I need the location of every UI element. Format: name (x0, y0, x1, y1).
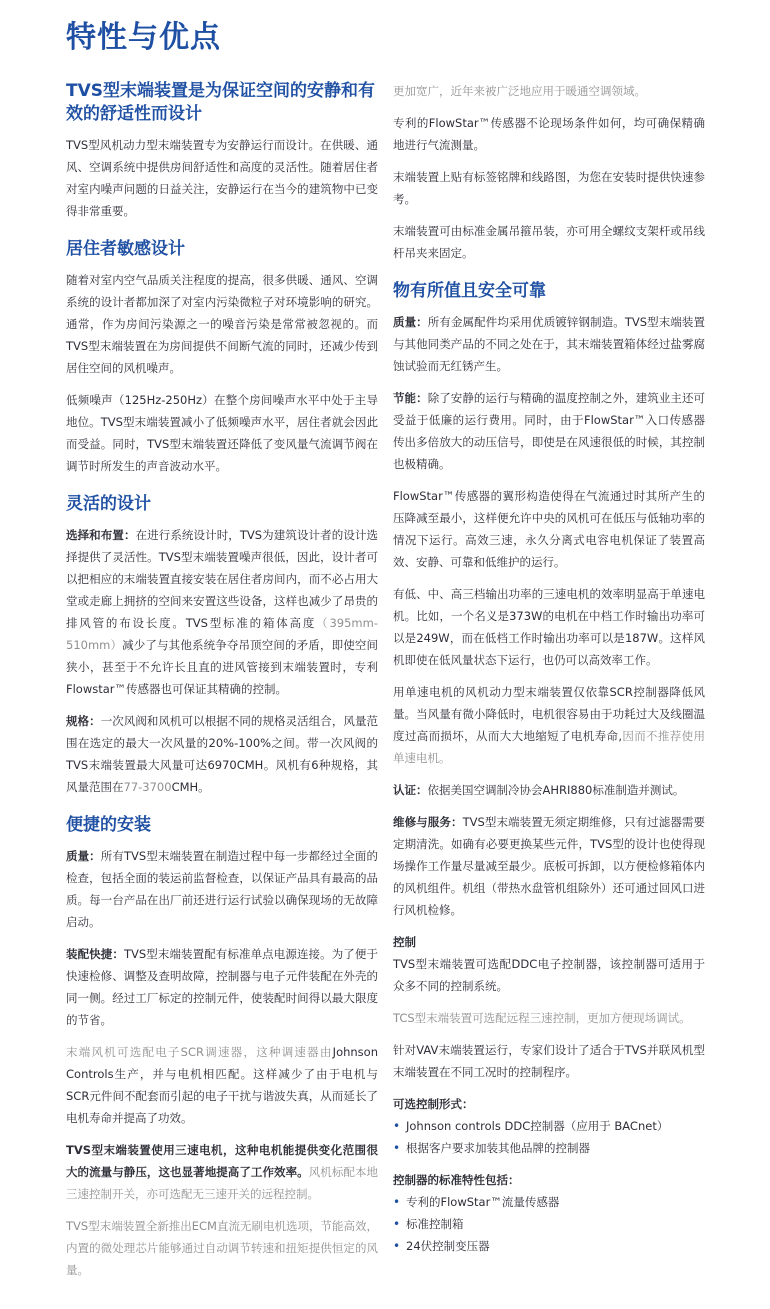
text-run: 针对VAV末端装置运行，专家们设计了适合于TVS并联风机型末端装置在不同工况时的控制程序。 (393, 1042, 705, 1079)
text-run: 末端风机可选配电子SCR调速器，这种调速器由 (66, 1044, 333, 1059)
paragraph (393, 311, 705, 377)
text-run: 77-3700 (123, 779, 172, 794)
text-run: FlowStar™传感器的翼形构造使得在气流通过时其所产生的压降减至最小，这样便允许中央的风机可在低压与低轴功率的情况下运行。高效三速，永久分离式电容电机保证了装置高效、安静、可靠和低维护的运行。 (393, 488, 705, 569)
paragraph (66, 524, 378, 700)
text-run: TVS型末端装置全新推出ECM直流无刷电机选项，节能高效，内置的微处理芯片能够通过自动调节转速和扭矩提供恒定的风量。 (66, 1218, 378, 1277)
text-run: 质量： (393, 314, 428, 329)
document-section (393, 80, 705, 264)
text-run: （395mm-510mm） (66, 615, 378, 652)
paragraph (66, 1139, 378, 1205)
text-run: TVS型末端装置可选配DDC电子控制器，该控制器可适用于众多不同的控制系统。 (393, 956, 705, 993)
text-run: 认证： (393, 782, 428, 797)
paragraph (393, 779, 705, 801)
text-run: 因而不推荐使用单速电机。 (393, 728, 705, 765)
list-label: 控制器的标准特性包括： (393, 1172, 520, 1187)
section-heading: 控制 (393, 934, 416, 949)
paragraph (393, 112, 705, 156)
text-run: TCS型末端装置可选配远程三速控制，更加方便现场调试。 (393, 1010, 691, 1025)
two-column-layout (66, 80, 706, 1291)
text-run: 末端装置上贴有标签铭牌和线路图，为您在安装时提供快速参考。 (393, 170, 705, 206)
list-item (393, 1137, 705, 1159)
list-item (393, 1191, 705, 1213)
text-run: 低频噪声（125Hz-250Hz）在整个房间噪声水平中处于主导地位。TVS型末端装置减小了低频噪声水平，居住者就会因此而受益。同时，TVS型末端装置还降低了变风量气流调节阀在调节时所发生的声音波动水平。 (66, 392, 378, 473)
bullet-list (393, 1115, 705, 1159)
section-heading: TVS型末端装置是为保证空间的安静和有效的舒适性而设计 (66, 81, 375, 124)
text-run: 有低、中、高三档输出功率的三速电机的效率明显高于单速电机。比如，一个名义是373W的电机在中档工作时输出功率可以是249W，而在低档工作时输出功率可以是187W。这样风机即使在低风量状态下运行，也仍可以高效率工作。 (393, 586, 705, 667)
document-section (66, 493, 378, 798)
paragraph (393, 485, 705, 573)
text-run: 专利的FlowStar™传感器不论现场条件如何，均可确保精确地进行气流测量。 (393, 116, 705, 152)
text-run: TVS型风机动力型末端装置专为安静运行而设计。在供暖、通风、空调系统中提供房间舒适性和高度的灵活性。随着居住者对室内噪声问题的日益关注，安静运行在当今的建筑物中已变得非常重要。 (66, 137, 378, 218)
document-section (393, 931, 705, 1083)
bullet-list-block (393, 1169, 705, 1257)
paragraph (66, 1041, 378, 1129)
text-run: 选择和布置： (66, 527, 136, 542)
document-section (66, 238, 378, 477)
paragraph (393, 166, 705, 210)
list-item-text: 专利的FlowStar™流量传感器 (406, 1194, 560, 1209)
document-section (393, 280, 705, 921)
bullet-icon: • (393, 1118, 401, 1133)
text-run: 节能： (393, 390, 428, 405)
document-section (66, 814, 378, 1281)
paragraph (393, 1007, 705, 1029)
text-run: 装配快捷： (66, 946, 124, 961)
list-item-text: Johnson controls DDC控制器（应用于 BACnet） (406, 1118, 669, 1133)
text-run: 更加宽广，近年来被广泛地应用于暖通空调领域。 (393, 84, 646, 98)
paragraph (66, 269, 378, 379)
text-run: 所有TVS型末端装置在制造过程中每一步都经过全面的检查，包括全面的装运前监督检查，以保证产品具有最高的品质。每一台产品在出厂前还进行运行试验以确保现场的无故障启动。 (66, 848, 378, 929)
text-run: CMH。 (171, 779, 210, 794)
paragraph (66, 710, 378, 798)
list-item-text: 根据客户要求加装其他品牌的控制器 (406, 1140, 590, 1155)
paragraph (393, 387, 705, 475)
bullet-icon: • (393, 1238, 401, 1253)
text-run: 用单速电机的风机动力型末端装置仅依靠SCR控制器降低风量。当风量有微小降低时，电机很容易由于功耗过大及线圈温度过高而损坏，从而大大地缩短了电机寿命, (393, 684, 705, 743)
right-column (393, 80, 705, 1267)
paragraph (393, 1039, 705, 1083)
section-heading: 灵活的设计 (66, 493, 151, 514)
paragraph (66, 389, 378, 477)
list-item (393, 1115, 705, 1137)
bullet-icon: • (393, 1194, 401, 1209)
section-heading: 居住者敏感设计 (66, 238, 185, 259)
bullet-list-block (393, 1093, 705, 1159)
list-item (393, 1213, 705, 1235)
text-run: 风机标配本地三速控制开关，亦可选配无三速开关的远程控制。 (66, 1164, 379, 1201)
text-run: 依据美国空调制冷协会AHRI880标准制造并测试。 (427, 782, 685, 797)
section-heading: 物有所值且安全可靠 (393, 281, 546, 301)
page-title: 特性与优点 (66, 20, 221, 55)
text-run: 随着对室内空气品质关注程度的提高，很多供暖、通风、空调系统的设计者都加深了对室内污染微粒子对环境影响的研究。通常，作为房间污染源之一的噪音污染是常常被忽视的。而TVS型末端装置在为房间提供不间断气流的同时，还减少传到居住空间的风机噪声。 (66, 272, 378, 375)
paragraph (393, 681, 705, 769)
paragraph (66, 943, 378, 1031)
text-run: TVS型末端装置无须定期维修，只有过滤器需要定期清洗。如确有必要更换某些元件，TVS型的设计也使得现场操作工作量尽量减至最少。底板可拆卸，以方便检修箱体内的风机组件。机组（带热水盘管机组除外）还可通过回风口进行风机检修。 (393, 814, 705, 917)
section-heading: 便捷的安装 (66, 814, 151, 835)
text-run: Johnson Controls生产，并与电机相匹配。这样减少了由于电机与SCR元件间不配套而引起的电子干扰与谐波失真，从而延长了电机寿命并提高了功效。 (66, 1044, 378, 1125)
left-column (66, 80, 378, 1291)
text-run: 一次风阀和风机可以根据不同的规格灵活组合，风量范围在选定的最大一次风量的20%-100%之间。带一次风阀的TVS末端装置最大风量可达6970CMH。风机有6种规格，其风量范围在 (66, 713, 379, 794)
text-run: 维修与服务： (393, 814, 463, 829)
bullet-list (393, 1191, 705, 1257)
list-item-text: 标准控制箱 (406, 1216, 464, 1231)
text-run: 规格： (66, 713, 101, 728)
document-section (66, 80, 378, 222)
list-item (393, 1235, 705, 1257)
text-run: 减少了与其他系统争夺吊顶空间的矛盾，即使空间狭小，甚至于不允许长且直的进风管接到末端装置时，专利 Flowstar™传感器也可保证其精确的控制。 (66, 637, 379, 696)
paragraph (66, 134, 378, 222)
paragraph (393, 80, 705, 102)
text-run: 除了安静的运行与精确的温度控制之外，建筑业主还可受益于低廉的运行费用。同时，由于FlowStar™入口传感器传出多倍放大的动压信号，即使是在风速很低的时候，其控制也极精确。 (393, 390, 706, 471)
list-item-text: 24伏控制变压器 (406, 1238, 490, 1253)
paragraph (393, 953, 705, 997)
paragraph (66, 845, 378, 933)
text-run: 质量： (66, 848, 101, 863)
bullet-icon: • (393, 1216, 401, 1231)
list-label: 可选控制形式： (393, 1096, 474, 1111)
paragraph (66, 1215, 378, 1281)
paragraph (393, 220, 705, 264)
text-run: TVS型末端装置配有标准单点电源连接。为了便于快速检修、调整及查明故障，控制器与电子元件装配在外壳的同一侧。经过工厂标定的控制元件，使装配时间得以最大限度的节省。 (66, 946, 378, 1027)
text-run: TVS型末端装置使用三速电机，这种电机能提供变化范围很大的流量与静压，这也显著地提高了工作效率。 (66, 1142, 378, 1179)
text-run: 末端装置可由标准金属吊箍吊装，亦可用全螺纹支架杆或吊线杆吊夹来固定。 (393, 224, 705, 260)
text-run: 在进行系统设计时，TVS为建筑设计者的设计选择提供了灵活性。TVS型末端装置噪声很低，因此，设计者可以把相应的末端装置直接安装在居住者房间内，而不必占用大堂或走廊上拥挤的空间来安置这些设备，这样也减少了昂贵的排风管的布设长度。TVS型标准的箱体高度 (66, 527, 378, 630)
paragraph (393, 811, 705, 921)
paragraph (393, 583, 705, 671)
text-run: 所有金属配件均采用优质镀锌钢制造。TVS型末端装置与其他同类产品的不同之处在于，其末端装置箱体经过盐雾腐蚀试验而无红锈产生。 (393, 314, 705, 373)
bullet-icon: • (393, 1140, 401, 1155)
